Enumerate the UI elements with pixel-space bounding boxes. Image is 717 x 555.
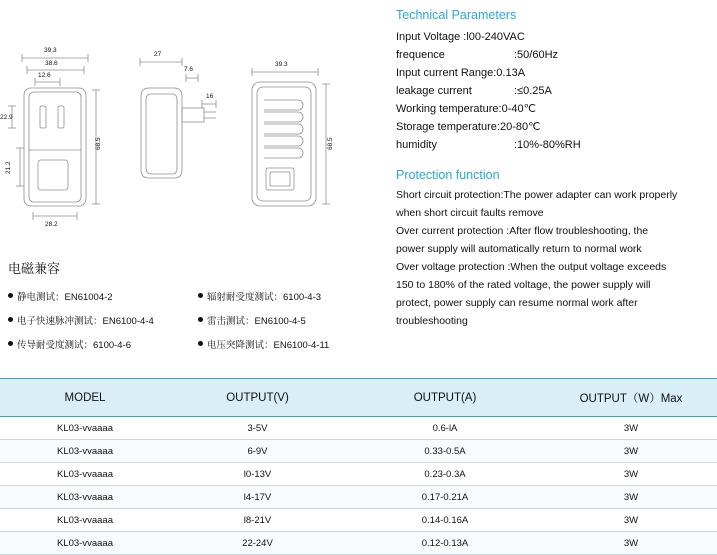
spec-label: leakage current (396, 85, 472, 97)
table-cell-output-a: 0.33-0.5A (345, 440, 545, 463)
bullet-icon (198, 341, 203, 346)
spec-value: l00-240VAC (466, 31, 525, 43)
emc-item-label: 辐射耐受度测试：6100-4-3 (207, 292, 322, 303)
table-row (0, 463, 717, 486)
spec-row (396, 64, 711, 82)
table-cell-output-v: 6-9V (170, 440, 345, 463)
table-cell-output-a: 0.14-0.16A (345, 509, 545, 532)
bullet-icon (198, 317, 203, 322)
drawing-svg (0, 0, 380, 250)
emc-item-label: 传导耐受度测试：6100-4-6 (17, 340, 132, 351)
table-header-cell: OUTPUT(V) (170, 379, 345, 417)
protection-line: protect, power supply can resume normal work after (396, 297, 638, 309)
table-cell-output-w: 3W (545, 417, 717, 440)
emc-item (8, 289, 198, 303)
table-row (0, 509, 717, 532)
table-row (0, 417, 717, 440)
table-header-cell: OUTPUT（W）Max (545, 379, 717, 417)
technical-parameters-title: Technical Parameters (396, 8, 517, 22)
bullet-icon (198, 293, 203, 298)
table-row (0, 440, 717, 463)
emc-item-label: 电子快速脉冲测试：EN6100-4-4 (17, 316, 154, 327)
emc-title: 电磁兼容 (8, 261, 61, 276)
emc-item-label: 静电测试：EN61004-2 (17, 292, 113, 303)
spec-label: Storage temperature: (396, 121, 500, 133)
emc-item (198, 289, 388, 303)
bullet-icon (8, 293, 13, 298)
protection-line: Over voltage protection :When the output voltage exceeds (396, 261, 667, 273)
table-cell-output-w: 3W (545, 486, 717, 509)
spec-value: :10%-80%RH (514, 139, 581, 151)
protection-line: Over current protection :After flow troubleshooting, the (396, 225, 649, 237)
table-cell-model: KL03-vvaaaa (0, 417, 170, 440)
table-cell-model: KL03-vvaaaa (0, 532, 170, 555)
dim-27: 27 (154, 51, 162, 58)
spec-row (396, 136, 711, 154)
spec-value: :≤0.25A (514, 85, 552, 97)
protection-function-body (396, 188, 711, 329)
spec-value: 20-80℃ (499, 121, 541, 133)
table-cell-output-v: l8-21V (170, 509, 345, 532)
emc-item-label: 雷击测试：EN6100-4-5 (207, 316, 306, 327)
table-cell-model: KL03-vvaaaa (0, 509, 170, 532)
technical-parameters-list (396, 28, 711, 154)
dim-28-2: 28.2 (45, 221, 58, 228)
table-cell-model: KL03-vvaaaa (0, 463, 170, 486)
protection-line: 150 to 180% of the rated voltage, the power supply will (396, 279, 651, 291)
emc-item-label: 电压突降测试：EN6100-4-11 (207, 340, 330, 351)
table-head (0, 379, 717, 417)
table-cell-output-a: 0.23-0.3A (345, 463, 545, 486)
table-cell-model: KL03-vvaaaa (0, 486, 170, 509)
spec-row (396, 100, 711, 118)
spec-row (396, 28, 711, 46)
output-spec-table (0, 378, 717, 555)
spec-row (396, 118, 711, 136)
protection-function-title: Protection function (396, 168, 500, 182)
table-cell-output-a: 0.6-lA (345, 417, 545, 440)
emc-list (8, 289, 388, 351)
protection-line: Short circuit protection:The power adapter can work properly (396, 189, 678, 201)
table-row (0, 486, 717, 509)
table-cell-output-a: 0.17-0.21A (345, 486, 545, 509)
spec-value: :50/60Hz (514, 49, 559, 61)
spec-label: Input Voltage : (396, 31, 467, 43)
emc-section (8, 258, 388, 351)
table-cell-output-w: 3W (545, 440, 717, 463)
product-drawings (0, 0, 380, 250)
dim-39-3-right: 39.3 (275, 61, 288, 68)
table-cell-model: KL03-vvaaaa (0, 440, 170, 463)
dim-21-2: 21.2 (5, 161, 12, 174)
dim-38-6: 38.6 (45, 60, 58, 67)
protection-line: troubleshooting (396, 315, 468, 327)
spec-value: 0.13A (496, 67, 526, 79)
emc-item (8, 313, 198, 327)
table-header-cell: MODEL (0, 379, 170, 417)
dim-7-6: 7.6 (184, 66, 194, 73)
emc-item (198, 313, 388, 327)
emc-item (198, 337, 388, 351)
spec-value: 0-40℃ (501, 103, 536, 115)
spec-table (0, 378, 717, 555)
table-body (0, 417, 717, 555)
right-column (396, 8, 711, 332)
table-cell-output-v: l0-13V (170, 463, 345, 486)
bullet-icon (8, 341, 13, 346)
table-cell-output-w: 3W (545, 509, 717, 532)
dim-22-9: 22.9 (0, 114, 13, 121)
dim-16: 16 (206, 93, 214, 100)
bullet-icon (8, 317, 13, 322)
protection-line: power supply will automatically return to normal work (396, 243, 642, 255)
spec-row (396, 46, 711, 64)
table-cell-output-w: 3W (545, 463, 717, 486)
table-cell-output-v: 3-5V (170, 417, 345, 440)
dim-12-6: 12.6 (38, 72, 51, 79)
table-header-cell: OUTPUT(A) (345, 379, 545, 417)
table-cell-output-w: 3W (545, 532, 717, 555)
spec-row (396, 82, 711, 100)
dim-39-3-front: 39.3 (44, 47, 57, 54)
table-cell-output-v: l4-17V (170, 486, 345, 509)
spec-label: frequence (396, 49, 445, 61)
table-cell-output-a: 0.12-0.13A (345, 532, 545, 555)
table-header-row (0, 379, 717, 417)
table-cell-output-v: 22-24V (170, 532, 345, 555)
spec-label: humidity (396, 139, 437, 151)
spec-label: Input current Range: (396, 67, 497, 79)
dim-68-5-right: 68.5 (327, 137, 334, 150)
dim-68-5-front: 68.5 (95, 137, 102, 150)
emc-item (8, 337, 198, 351)
spec-label: Working temperature: (396, 103, 502, 115)
table-row (0, 532, 717, 555)
protection-line: when short circuit faults remove (396, 207, 544, 219)
